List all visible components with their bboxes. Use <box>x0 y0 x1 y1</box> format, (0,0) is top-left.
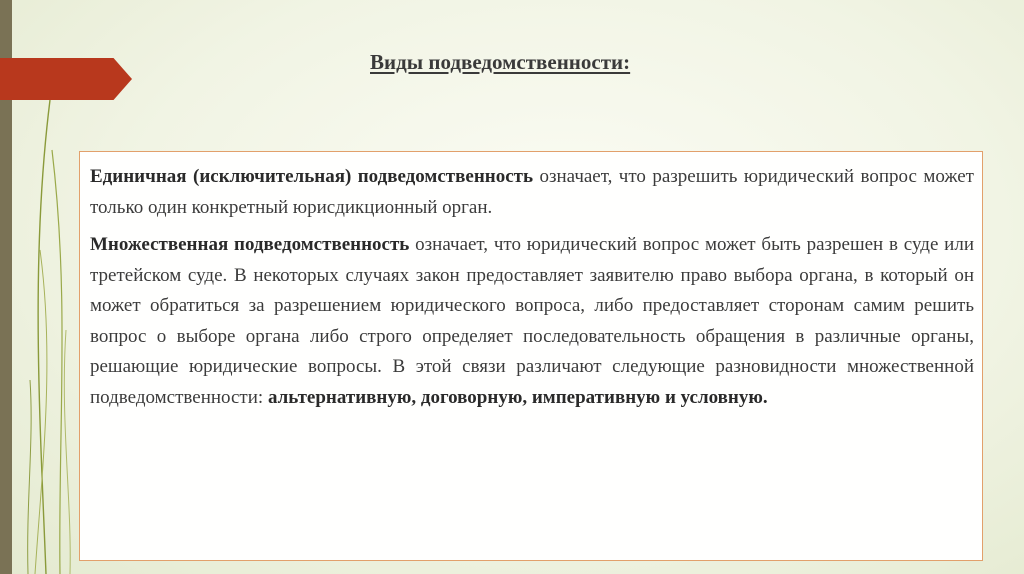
kinds-list: альтернативную, договорную, императивную и условную. <box>267 386 768 408</box>
term-single: Единичная (исключительная) подведомственность <box>90 166 534 187</box>
paragraph-single-jurisdiction <box>90 162 974 223</box>
paragraph-multiple-jurisdiction <box>90 230 974 413</box>
paragraph2-text: означает, что юридический вопрос может быть разрешен в суде или третейском суде. В некоторых случаях закон предоставляет заявителю право выбора органа, в который он может обратиться за разрешением юридического вопроса, либо предоставляет сторонам самим решить вопрос о выборе органа либо строго определяет последовательность обращения в различные органы, решающие юридические вопросы. В этой связи различают следующие разновидности множественной подведомственности: <box>90 234 975 408</box>
content-box <box>79 151 983 561</box>
term-multiple: Множественная подведомственность <box>90 234 410 255</box>
accent-arrow-tag <box>0 58 132 100</box>
slide-title: Виды подведомственности: <box>370 50 631 74</box>
paragraph1-text: означает, что разрешить юридический вопрос может только один конкретный юрисдикционный орган. <box>90 166 974 218</box>
